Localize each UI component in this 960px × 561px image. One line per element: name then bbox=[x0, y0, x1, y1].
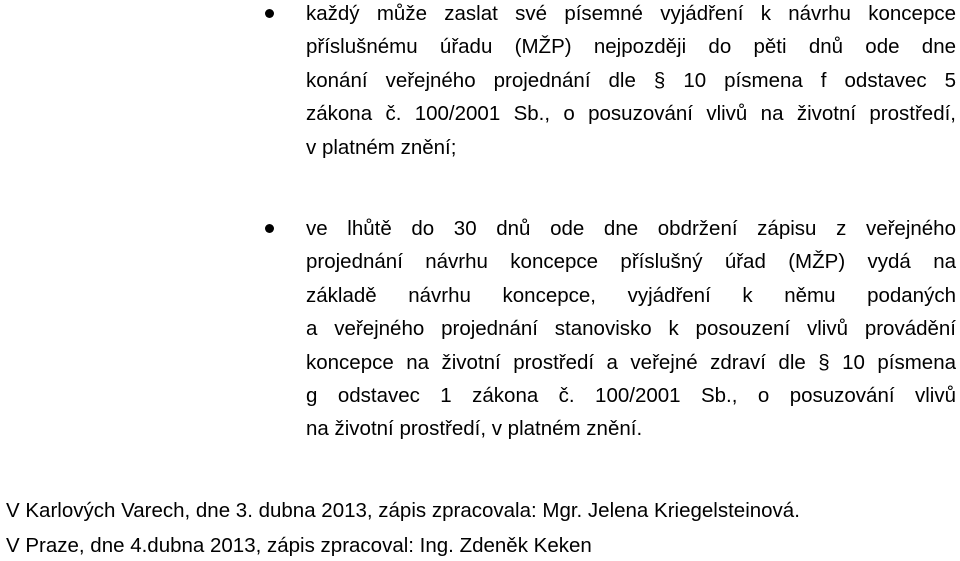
footer-line-praha: V Praze, dne 4.dubna 2013, zápis zpracoval: Ing. Zdeněk Keken bbox=[6, 534, 592, 557]
footer-line-karlovy-vary: V Karlových Varech, dne 3. dubna 2013, zápis zpracovala: Mgr. Jelena Kriegelsteinová. bbox=[6, 499, 800, 522]
text-line: základě návrhu koncepce, vyjádření k němu podaných bbox=[306, 283, 956, 307]
text-line: na životní prostředí, v platném znění. bbox=[306, 417, 643, 441]
text-line: příslušnému úřadu (MŽP) nejpozději do pěti dnů ode dne bbox=[306, 35, 956, 59]
text-line: zákona č. 100/2001 Sb., o posuzování vlivů na životní prostředí, bbox=[306, 102, 956, 126]
list-item-text bbox=[306, 212, 956, 446]
text-line: každý může zaslat své písemné vyjádření k návrhu koncepce bbox=[306, 2, 956, 25]
list-item-text bbox=[306, 0, 956, 164]
bullet-icon bbox=[265, 224, 274, 233]
bullet-icon bbox=[265, 9, 274, 18]
text-line: koncepce na životní prostředí a veřejné zdraví dle § 10 písmena bbox=[306, 350, 956, 374]
text-line: g odstavec 1 zákona č. 100/2001 Sb., o posuzování vlivů bbox=[306, 384, 956, 408]
text-line: v platném znění; bbox=[306, 135, 457, 159]
text-line: a veřejného projednání stanovisko k posouzení vlivů provádění bbox=[306, 317, 956, 341]
text-line: ve lhůtě do 30 dnů ode dne obdržení zápisu z veřejného bbox=[306, 217, 956, 240]
text-line: projednání návrhu koncepce příslušný úřad (MŽP) vydá na bbox=[306, 250, 956, 274]
text-line: konání veřejného projednání dle § 10 písmena f odstavec 5 bbox=[306, 68, 956, 92]
